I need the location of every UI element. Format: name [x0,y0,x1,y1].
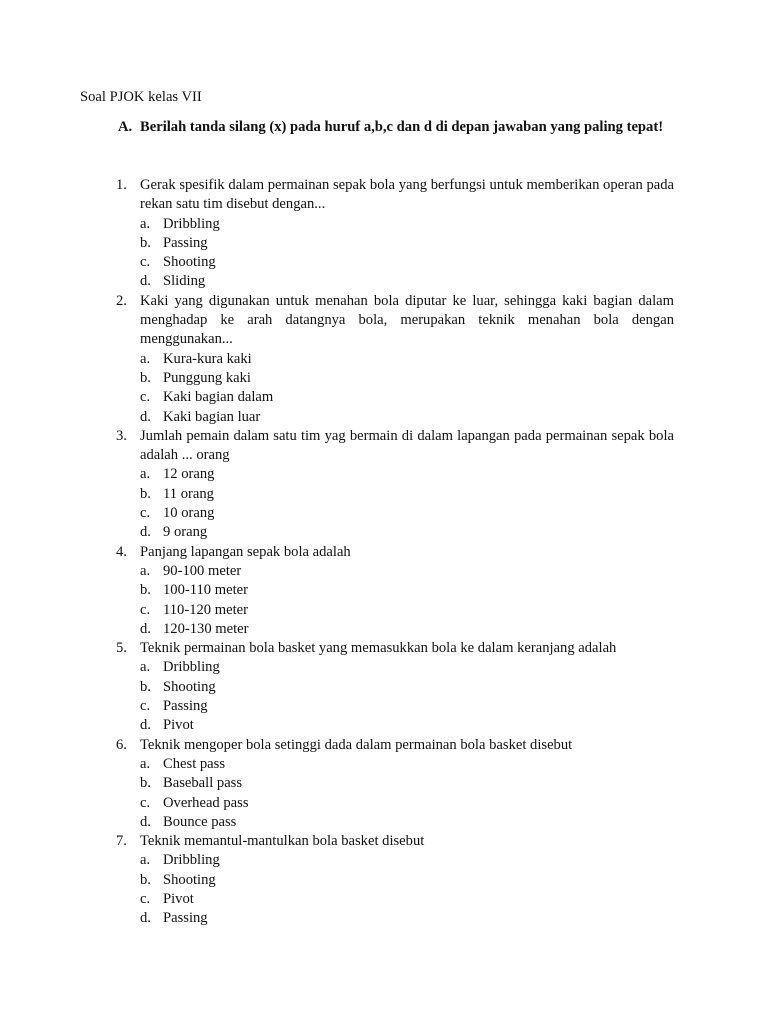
option-text: 11 orang [163,485,214,502]
question-text: Kaki yang digunakan untuk menahan bola diputar ke luar, sehingga kaki bagian dalam menghadap ke arah datangnya bola, merupakan teknik menahan bola dengan menggunakan... [140,292,674,348]
option-item[interactable] [140,774,674,793]
option-text: Bounce pass [163,813,237,830]
instruction-text: Berilah tanda silang (x) pada huruf a,b,c dan d di depan jawaban yang paling tepat! [140,119,664,135]
option-text: 120-130 meter [163,620,249,637]
option-text: Baseball pass [163,775,243,792]
question-item [116,176,674,292]
question-text: Teknik mengoper bola setinggi dada dalam permainan bola basket disebut [140,736,573,753]
option-text: Dribbling [163,659,220,676]
option-letter: d. [140,408,151,425]
option-item[interactable] [140,813,674,832]
option-letter: a. [140,659,151,676]
option-letter: c. [140,389,151,406]
option-letter: a. [140,466,151,483]
option-item[interactable] [140,253,674,272]
option-text: Punggung kaki [163,369,251,386]
option-letter: d. [140,813,151,830]
question-text: Gerak spesifik dalam permainan sepak bola yang berfungsi untuk memberikan operan pada rekan satu tim disebut dengan... [140,177,674,213]
option-letter: b. [140,775,151,792]
option-text: Dribbling [163,852,220,869]
question-item [116,427,674,543]
option-text: 100-110 meter [163,582,248,599]
question-number: 5. [116,640,127,657]
option-item[interactable] [140,369,674,388]
option-letter: c. [140,890,151,907]
question-number: 7. [116,833,127,850]
question-number: 1. [116,177,127,193]
section-letter: A. [118,119,133,135]
option-text: 90-100 meter [163,562,242,579]
option-text: Passing [163,910,208,927]
option-letter: c. [140,505,151,522]
option-letter: d. [140,620,151,637]
option-letter: c. [140,254,151,271]
option-letter: a. [140,215,151,232]
option-list [116,658,674,735]
option-item[interactable] [140,408,674,427]
option-item[interactable] [140,697,674,716]
question-item [116,832,674,928]
option-item[interactable] [140,851,674,870]
option-text: Shooting [163,254,216,271]
option-item[interactable] [140,890,674,909]
question-text: Jumlah pemain dalam satu tim yag bermain di dalam lapangan pada permainan sepak bola adalah ... orang [140,427,674,464]
option-item[interactable] [140,658,674,677]
option-list [116,755,674,832]
option-item[interactable] [140,523,674,542]
question-text: Panjang lapangan sepak bola adalah [140,543,351,560]
document-title: Soal PJOK kelas VII [80,89,202,105]
question-list [116,176,674,929]
option-text: Kaki bagian dalam [163,389,274,406]
option-text: Shooting [163,871,216,888]
option-letter: a. [140,852,151,869]
option-list [116,215,674,292]
option-item[interactable] [140,755,674,774]
option-text: Shooting [163,678,216,695]
option-item[interactable] [140,581,674,600]
option-letter: b. [140,234,151,251]
option-letter: b. [140,678,151,695]
question-item [116,736,674,832]
option-letter: b. [140,871,151,888]
option-list [116,465,674,542]
option-item[interactable] [140,562,674,581]
option-item[interactable] [140,388,674,407]
option-letter: b. [140,369,151,386]
option-letter: a. [140,562,151,579]
option-text: Dribbling [163,215,220,232]
option-text: Kura-kura kaki [163,350,252,367]
option-item[interactable] [140,601,674,620]
question-item [116,639,674,735]
option-list [116,851,674,928]
option-letter: d. [140,717,151,734]
option-text: Sliding [163,273,206,290]
option-item[interactable] [140,272,674,291]
option-item[interactable] [140,504,674,523]
option-text: Kaki bagian luar [163,408,261,425]
option-letter: a. [140,755,151,772]
option-item[interactable] [140,716,674,735]
option-letter: d. [140,910,151,927]
option-letter: c. [140,601,151,618]
option-item[interactable] [140,871,674,890]
option-letter: a. [140,350,151,367]
option-letter: d. [140,273,151,290]
question-number: 4. [116,543,127,560]
question-item [116,543,674,639]
question-number: 2. [116,292,127,309]
option-text: 9 orang [163,524,208,541]
option-item[interactable] [140,909,674,928]
option-letter: c. [140,698,151,715]
option-letter: b. [140,485,151,502]
question-item [116,292,674,427]
option-letter: d. [140,524,151,541]
option-letter: b. [140,582,151,599]
option-text: Passing [163,234,208,251]
option-item[interactable] [140,485,674,504]
option-list [116,562,674,639]
question-number: 3. [116,427,127,444]
option-item[interactable] [140,215,674,234]
option-text: 12 orang [163,466,215,483]
question-text: Teknik permainan bola basket yang memasukkan bola ke dalam keranjang adalah [140,640,617,657]
question-text: Teknik memantul-mantulkan bola basket disebut [140,833,425,850]
option-text: 10 orang [163,505,215,522]
option-text: Overhead pass [163,794,249,811]
option-text: 110-120 meter [163,601,248,618]
option-text: Pivot [163,890,194,907]
option-text: Passing [163,698,208,715]
option-item[interactable] [140,350,674,369]
instruction-block [118,117,674,137]
option-list [116,350,674,427]
option-item[interactable] [140,620,674,639]
option-item[interactable] [140,678,674,697]
option-item[interactable] [140,465,674,484]
option-text: Chest pass [163,755,226,772]
option-item[interactable] [140,794,674,813]
option-letter: c. [140,794,151,811]
option-text: Pivot [163,717,194,734]
option-item[interactable] [140,234,674,253]
question-number: 6. [116,736,127,753]
